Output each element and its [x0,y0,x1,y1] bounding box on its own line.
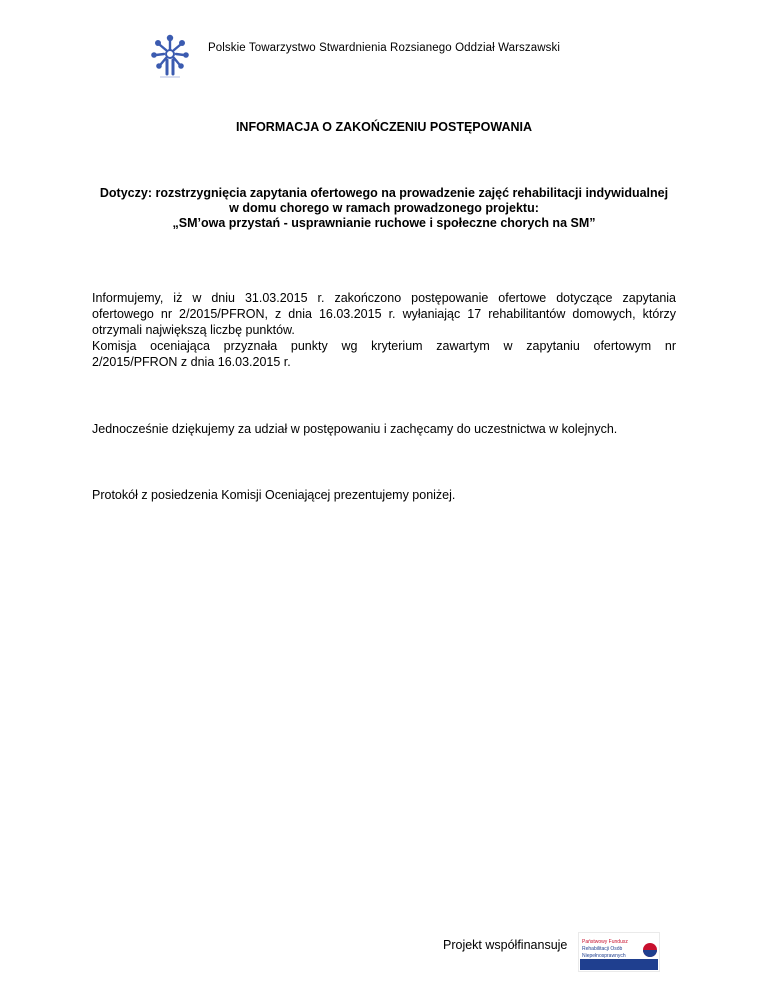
svg-text:Państwowy Fundusz: Państwowy Fundusz [582,939,628,945]
paragraph-protocol [92,487,676,503]
document-title: INFORMACJA O ZAKOŃCZENIU POSTĘPOWANIA [235,120,533,134]
pfron-logo-icon [578,932,660,972]
paragraph-line: Komisja oceniająca przyznała punkty wg kryterium zawartym w zapytaniu ofertowym nr [92,339,676,353]
paragraph-thanks [92,421,676,437]
paragraph-line: ofertowego nr 2/2015/PFRON, z dnia 16.03.2015 r. wyłaniając 17 rehabilitantów domowych, którzy [92,307,676,321]
ptsr-logo-icon [148,30,192,80]
subject-block [0,186,768,231]
paragraph-line: 2/2015/PFRON z dnia 16.03.2015 r. [92,355,291,369]
cofinance-label: Projekt współfinansuje [443,938,568,952]
paragraph-line: otrzymali największą liczbę punktów. [92,323,295,337]
subject-line: w domu chorego w ramach prowadzonego projektu: [229,201,539,215]
paragraph-line: Informujemy, iż w dniu 31.03.2015 r. zakończono postępowanie ofertowe dotyczące zapytania [92,291,676,305]
subject-line: „SM’owa przystań - usprawnianie ruchowe i społeczne chorych na SM” [172,216,596,230]
organization-name: Polskie Towarzystwo Stwardnienia Rozsianego Oddział Warszawski [208,42,560,54]
paragraph-line: Protokół z posiedzenia Komisji Oceniającej prezentujemy poniżej. [92,488,456,502]
paragraph-announcement [92,290,676,370]
svg-text:Rehabilitacji Osób: Rehabilitacji Osób [582,946,623,952]
svg-text:Niepełnosprawnych: Niepełnosprawnych [582,953,626,959]
paragraph-line: Jednocześnie dziękujemy za udział w postępowaniu i zachęcamy do uczestnictwa w kolejnych. [92,422,618,436]
subject-line: Dotyczy: rozstrzygnięcia zapytania ofertowego na prowadzenie zajęć rehabilitacji indywidualnej [99,186,669,200]
